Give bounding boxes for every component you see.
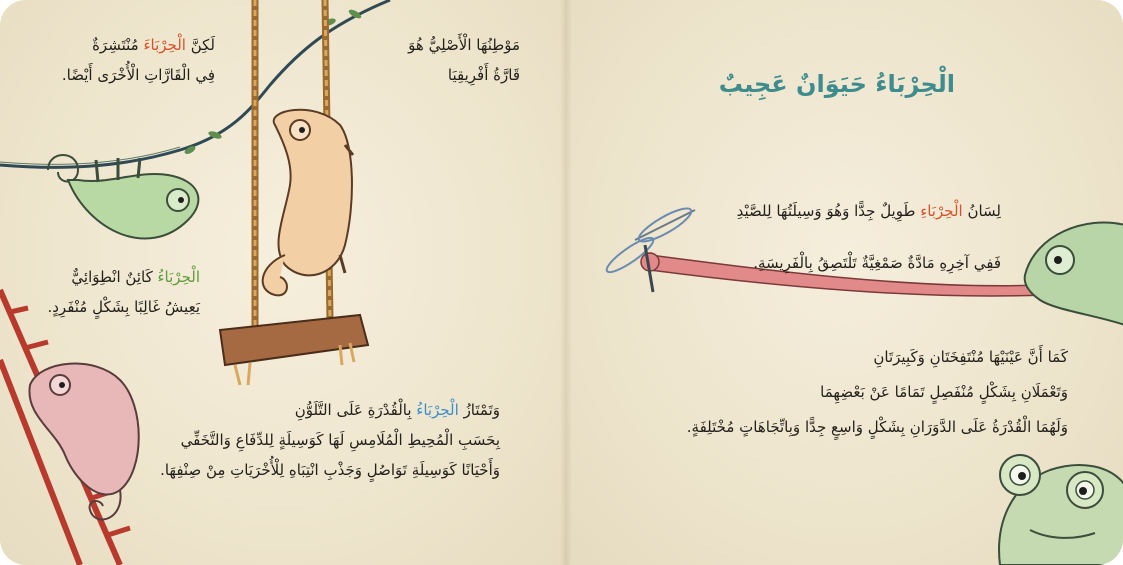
eyes-line-1: كَمَا أَنَّ عَيْنَيْهَا مُنْتَفِخَتَانِ وَكَبِيرَتَانِ	[873, 348, 1068, 366]
origin-text	[408, 30, 520, 90]
eyes-chameleon-illustration	[990, 445, 1123, 565]
spread-suffix: مُنْتَشِرَةٌ	[92, 36, 144, 54]
tongue-text	[737, 185, 1001, 289]
origin-line-1: مَوْطِنُهَا الْأَصْلِيُّ هُوَ	[408, 36, 520, 54]
introvert-text	[47, 262, 200, 322]
tongue-line-2: فَفِي آخِرِهِ مَادَّةٌ صَمْغِيَّةٌ تَلْتَصِقُ بِالْفَرِيسَةِ.	[753, 254, 1001, 272]
pink-chameleon-illustration	[25, 360, 165, 530]
spread-line-1	[62, 30, 215, 60]
color-change-text	[160, 395, 500, 485]
spread-text	[62, 30, 215, 90]
spread-line-2: فِي الْقَارَّاتِ الْأُخْرَى أَيْضًا.	[61, 66, 215, 84]
eyes-text	[687, 340, 1068, 445]
right-page	[565, 0, 1123, 565]
green-chameleon-illustration	[18, 150, 218, 270]
page-title: الْحِرْبَاءُ حَيَوَانٌ عَجِيبٌ	[718, 70, 955, 98]
color-highlight: الْحِرْبَاءُ	[416, 401, 459, 419]
tongue-prefix: لِسَانُ	[962, 202, 1001, 220]
color-line-3: وَأَحْيَانًا كَوَسِيلَةِ تَوَاصُلٍ وَجَذْبِ انْتِبَاهِ لِلْأُخْرَيَاتِ مِنْ صِنْفِهَا.	[160, 461, 500, 479]
color-line-1	[160, 395, 500, 425]
eyes-line-3: وَلَهُمَا الْقُدْرَةُ عَلَى الدَّوَرَانِ بِشَكْلٍ وَاسِعٍ جِدًّا وَبِاتِّجَاهَاتٍ مُخْتَلِفَةٍ.	[686, 418, 1068, 436]
introvert-line-2: يَعِيشُ غَالِبًا بِشَكْلٍ مُنْفَرِدٍ.	[47, 298, 200, 316]
spread-highlight: الْحِرْبَاءَ	[143, 36, 186, 54]
introvert-line-1	[47, 262, 200, 292]
introvert-highlight: الْحِرْبَاءُ	[157, 268, 200, 286]
tongue-chameleon-illustration	[1015, 215, 1123, 325]
tongue-suffix: طَوِيلٌ جِدًّا وَهُوَ وَسِيلَتُهَا لِلصَّيْدِ	[736, 202, 921, 220]
eyes-line-2: وَتَعْمَلَانِ بِشَكْلٍ مُنْفَصِلٍ تَمَامًا عَنْ بَعْضِهِمَا	[820, 383, 1068, 401]
swing-chameleon-illustration	[245, 105, 375, 305]
book-spine	[560, 0, 572, 565]
origin-line-2: قَارَّةُ أَفْرِيقِيَا	[447, 66, 520, 84]
color-line-2: بِحَسَبِ الْمُحِيطِ الْمُلَامِسِ لَهَا كَوَسِيلَةٍ لِلدِّفَاعِ وَالتَّخَفِّي	[180, 431, 500, 449]
tongue-highlight: الْحِرْبَاءِ	[920, 202, 963, 220]
color-suffix: بِالْقُدْرَةِ عَلَى التَّلَوُّنِ	[294, 401, 417, 419]
color-prefix: وَتَمْتَازُ	[458, 401, 500, 419]
spread-prefix: لَكِنَّ	[185, 36, 215, 54]
tongue-line-1	[737, 185, 1001, 237]
introvert-suffix: كَائِنٌ انْطِوَائِيٌّ	[71, 268, 158, 286]
